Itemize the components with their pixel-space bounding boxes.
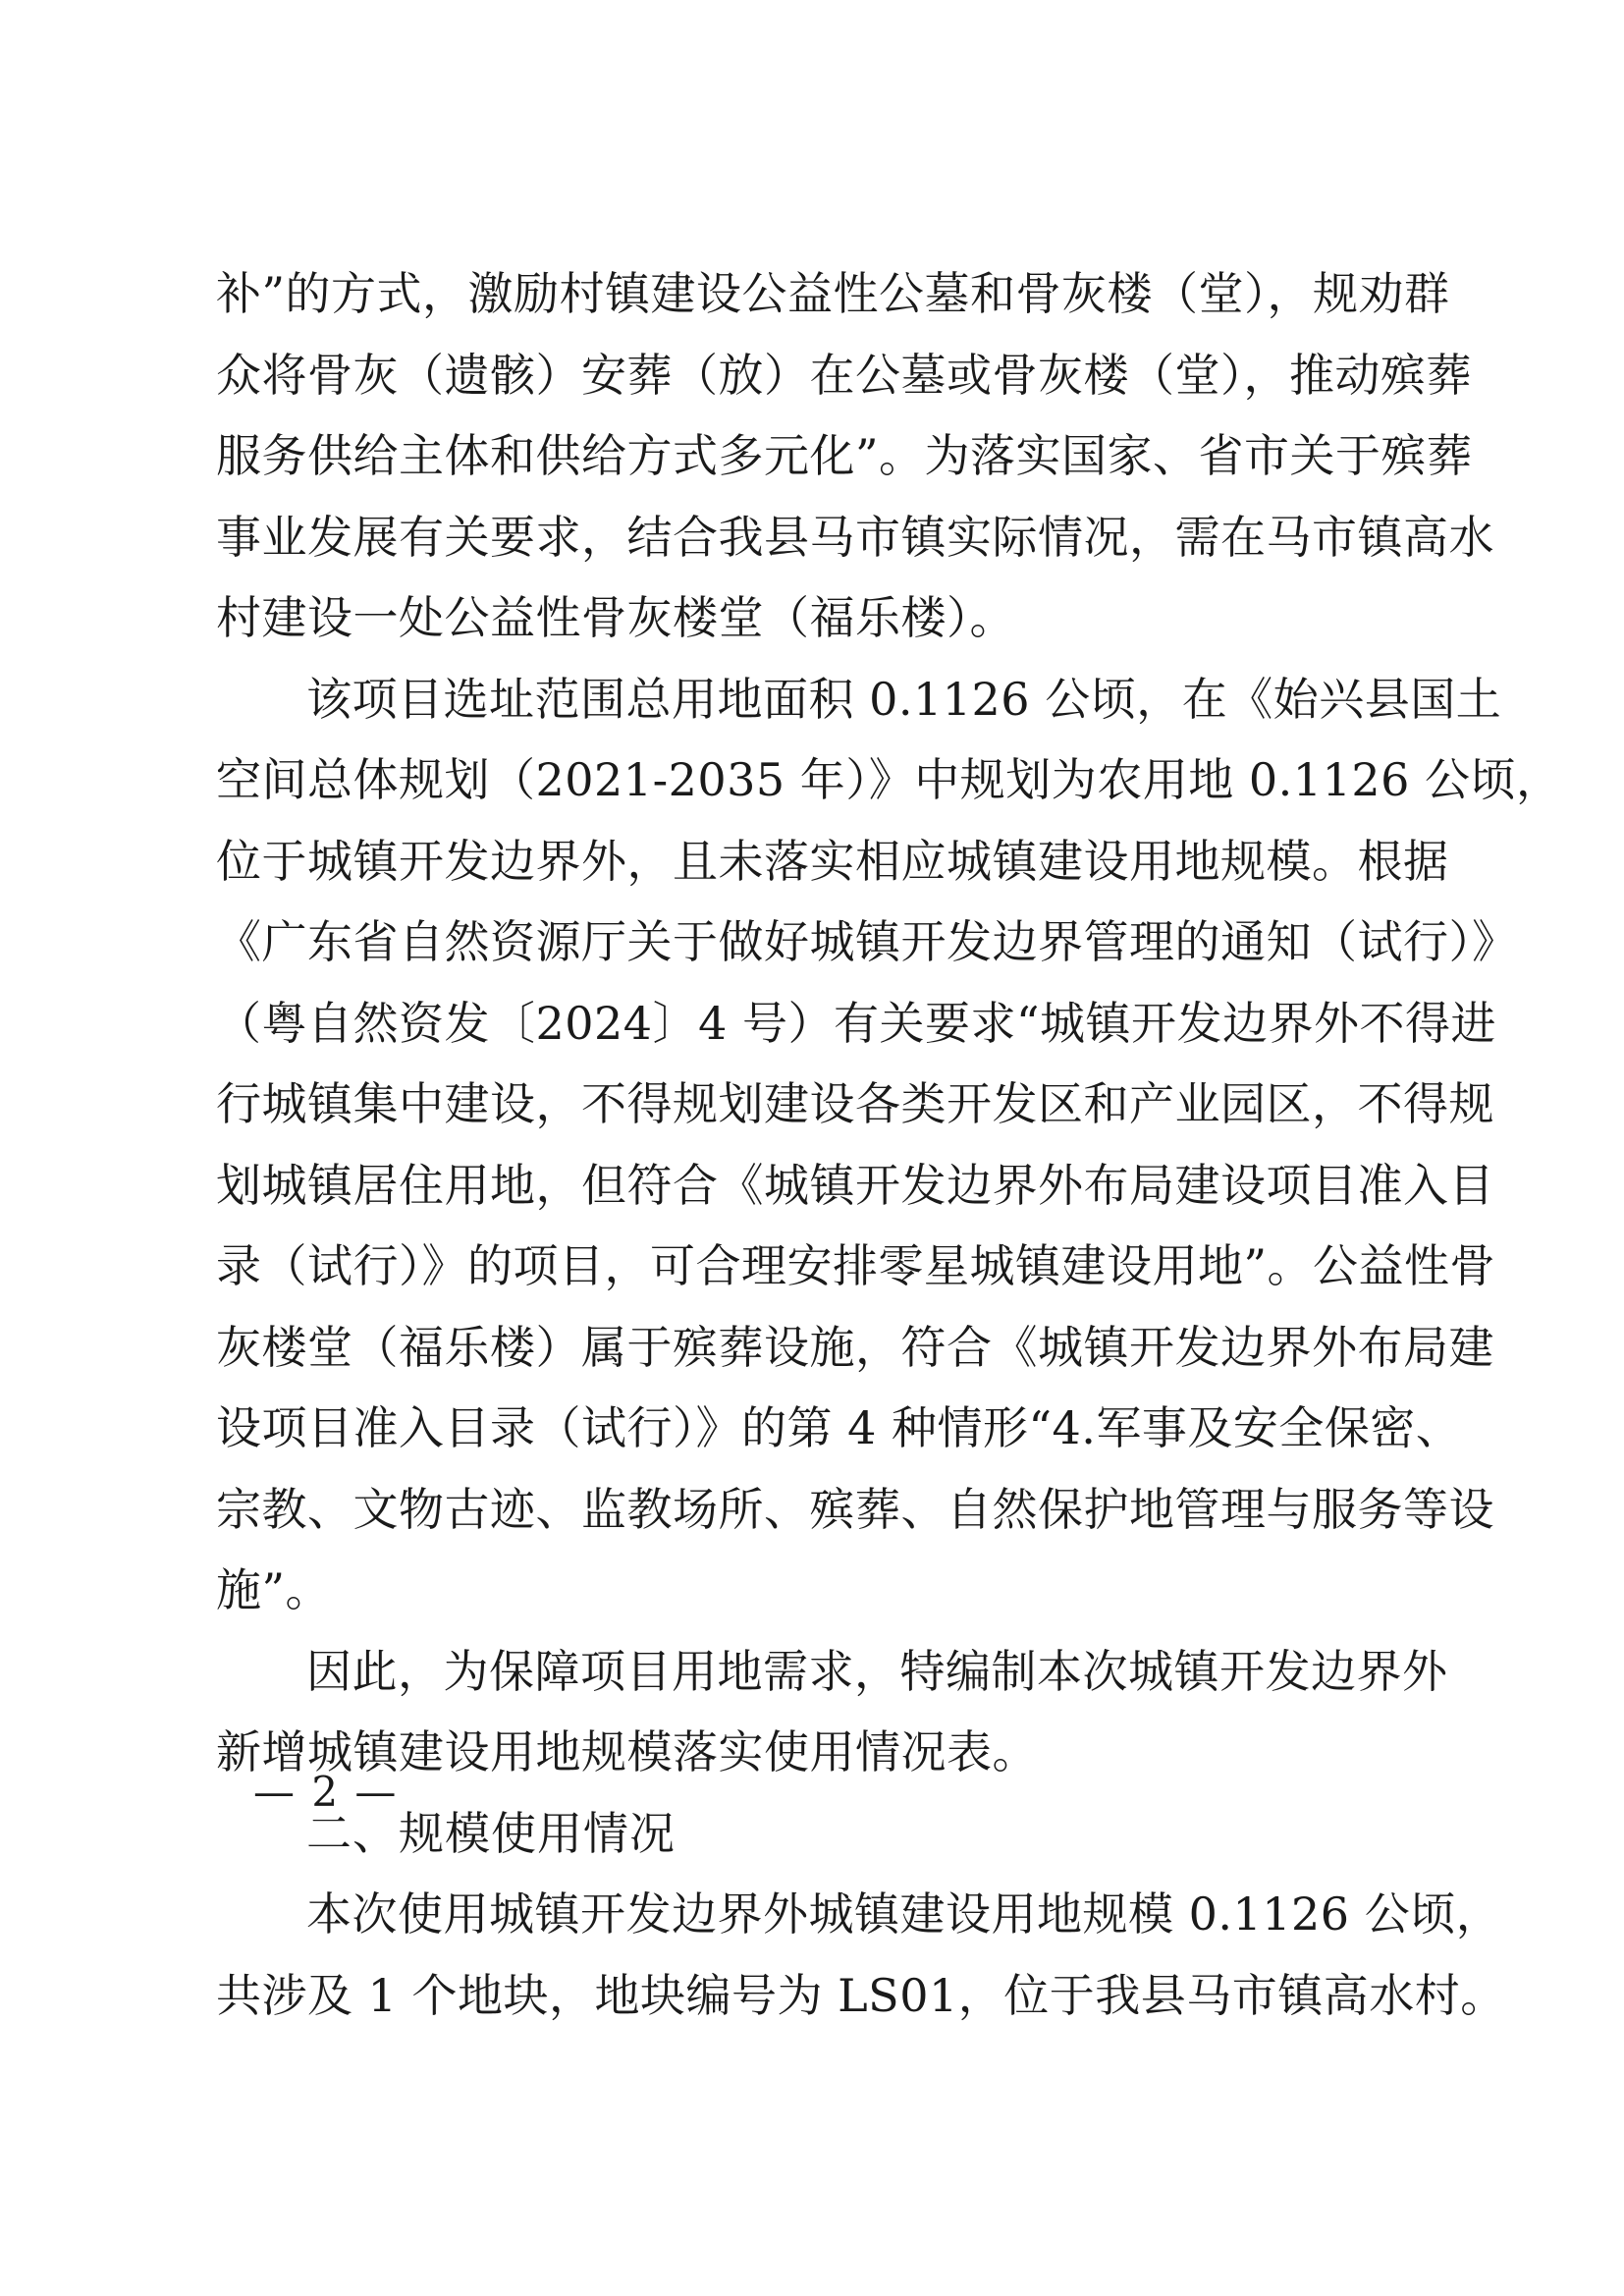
text-line: 《广东省自然资源厅关于做好城镇开发边界管理的通知（试行）》 — [216, 915, 1518, 968]
text-line: 事业发展有关要求，结合我县马市镇实际情况，需在马市镇高水 — [216, 510, 1494, 564]
text-line: 行城镇集中建设，不得规划建设各类开发区和产业园区，不得规 — [216, 1077, 1494, 1130]
text-line: 新增城镇建设用地规模落实使用情况表。 — [216, 1725, 1038, 1778]
text-line: 设项目准入目录（试行）》的第 4 种情形“4.军事及安全保密、 — [216, 1401, 1462, 1454]
text-line: 宗教、文物古迹、监教场所、殡葬、自然保护地管理与服务等设 — [216, 1482, 1494, 1536]
text-line: 灰楼堂（福乐楼）属于殡葬设施，符合《城镇开发边界外布局建 — [216, 1320, 1494, 1374]
text-line: 本次使用城镇开发边界外城镇建设用地规模 0.1126 公顷， — [306, 1887, 1502, 1941]
text-line: 该项目选址范围总用地面积 0.1126 公顷，在《始兴县国土 — [306, 672, 1502, 726]
text-line: 共涉及 1 个地块，地块编号为 LS01，位于我县马市镇高水村。 — [216, 1968, 1506, 2022]
text-line: 众将骨灰（遗骸）安葬（放）在公墓或骨灰楼（堂），推动殡葬 — [216, 348, 1472, 402]
text-line: 施”。 — [216, 1563, 332, 1616]
paragraph-scale-usage — [216, 1874, 1506, 2036]
text-line: 位于城镇开发边界外，且未落实相应城镇建设用地规模。根据 — [216, 834, 1449, 888]
paragraph-project-site — [216, 659, 1562, 1631]
text-line: 因此，为保障项目用地需求，特编制本次城镇开发边界外 — [306, 1644, 1448, 1698]
text-line: （粤自然资发〔2024〕4 号）有关要求“城镇开发边界外不得进 — [216, 996, 1496, 1050]
text-line: 空间总体规划（2021-2035 年）》中规划为农用地 0.1126 公顷， — [216, 753, 1562, 806]
paragraph-policy-background — [216, 253, 1494, 659]
text-line: 村建设一处公益性骨灰楼堂（福乐楼）。 — [216, 591, 1015, 644]
section-heading: 二、规模使用情况 — [306, 1806, 676, 1860]
text-line: 补”的方式，激励村镇建设公益性公墓和骨灰楼（堂），规劝群 — [216, 267, 1450, 320]
page-number: — 2 — — [253, 1768, 399, 1816]
text-line: 录（试行）》的项目，可合理安排零星城镇建设用地”。公益性骨 — [216, 1239, 1496, 1292]
text-line: 划城镇居住用地，但符合《城镇开发边界外布局建设项目准入目 — [216, 1158, 1494, 1212]
text-line: 服务供给主体和供给方式多元化”。为落实国家、省市关于殡葬 — [216, 429, 1473, 482]
